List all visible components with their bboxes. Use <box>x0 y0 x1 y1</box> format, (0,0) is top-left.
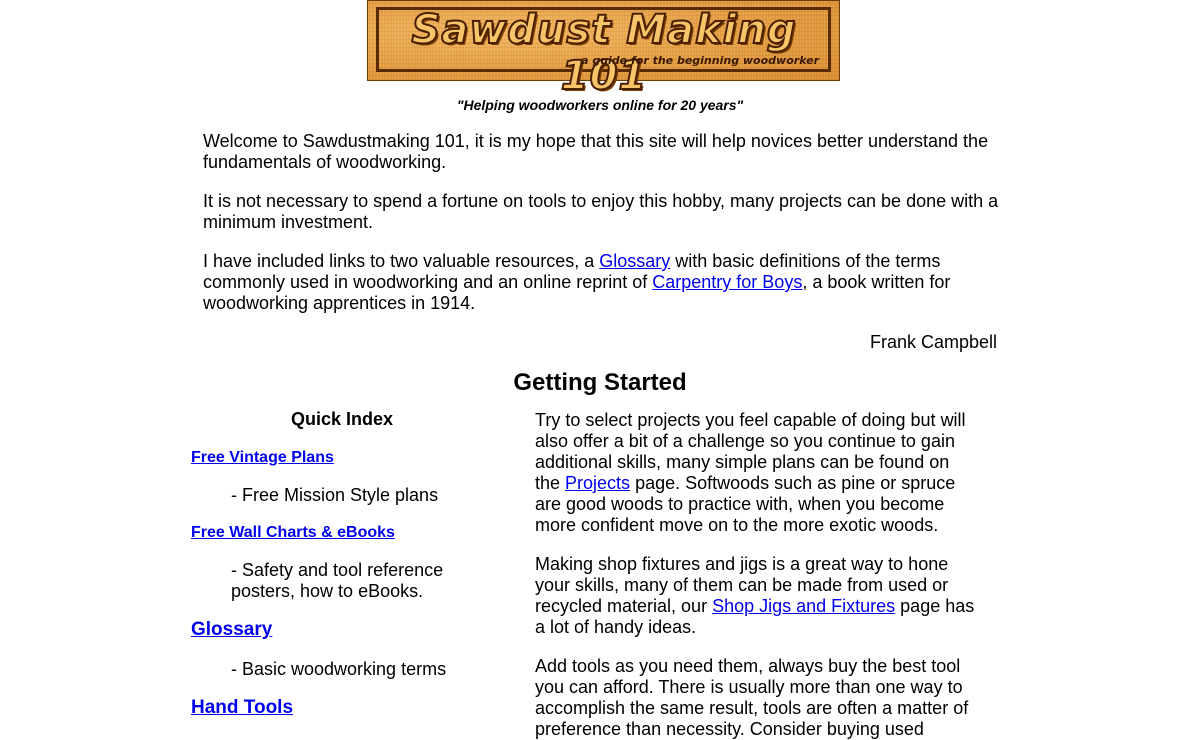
gs-text-1b: page. Softwoods such as pine or spruce are good woods to practice with, when you become more confident move on to the more exotic woods. <box>535 473 956 535</box>
projects-link[interactable]: Projects <box>565 473 631 493</box>
getting-started-paragraph-1 <box>535 410 975 536</box>
gs-text-2 <box>535 554 975 638</box>
quick-index-desc-wall-charts: - Safety and tool reference posters, how to eBooks. <box>231 560 444 601</box>
tagline: "Helping woodworkers online for 20 years" <box>456 97 744 113</box>
getting-started-paragraph-2 <box>535 554 975 638</box>
intro-text-3c: , a book written for woodworking apprentices in 1914. <box>203 272 951 313</box>
gs-text-2b: page has a lot of handy ideas. <box>535 596 975 637</box>
quick-index-desc-glossary: - Basic woodworking terms <box>231 659 447 679</box>
intro-text-3 <box>203 251 1003 314</box>
quick-index-link-wall-charts[interactable]: Free Wall Charts & eBooks <box>191 524 395 541</box>
intro-text-1: Welcome to Sawdustmaking 101, it is my hope that this site will help novices better understand the fundamentals of woodworking. <box>203 131 989 172</box>
quick-index-link-glossary[interactable]: Glossary <box>191 619 273 640</box>
glossary-link[interactable]: Glossary <box>599 251 671 271</box>
author-signature: Frank Campbell <box>869 332 997 352</box>
quick-index-link-hand-tools[interactable]: Hand Tools <box>191 697 294 718</box>
intro-text-3b: with basic definitions of the terms commonly used in woodworking and an online reprint of <box>203 251 941 292</box>
quick-index-link-vintage-plans[interactable]: Free Vintage Plans <box>191 449 334 466</box>
quick-index-desc-vintage-plans: - Free Mission Style plans <box>231 485 439 505</box>
intro-paragraph-2 <box>203 191 1003 233</box>
intro-paragraph-3 <box>203 251 1003 314</box>
gs-text-2a: Making shop fixtures and jigs is a great way to hone your skills, many of them can be made from used or recycled material, our <box>535 554 949 616</box>
getting-started-paragraph-3 <box>535 656 975 740</box>
gs-text-1 <box>535 410 975 536</box>
intro-paragraph-1 <box>203 131 1003 173</box>
carpentry-for-boys-link[interactable]: Carpentry for Boys <box>652 272 803 292</box>
shop-jigs-link[interactable]: Shop Jigs and Fixtures <box>712 596 896 616</box>
quick-index-heading: Quick Index <box>290 409 394 429</box>
intro-text-2: It is not necessary to spend a fortune on tools to enjoy this hobby, many projects can be done with a minimum investment. <box>203 191 999 232</box>
gs-text-3: Add tools as you need them, always buy the best tool you can afford. There is usually more than one way to accomplish the same result, tools are often a matter of preference than necessity. Consider buying used <box>535 656 969 739</box>
banner-title: Sawdust Making 101 <box>411 7 797 99</box>
banner-subtitle: a guide for the beginning woodworker <box>581 54 819 67</box>
site-logo-banner <box>367 0 840 99</box>
intro-text-3a: I have included links to two valuable resources, a <box>203 251 600 271</box>
gs-text-1a: Try to select projects you feel capable of doing but will also offer a bit of a challenge so you continue to gain additional skills, many simple plans can be found on the <box>535 410 966 493</box>
getting-started-heading: Getting Started <box>513 369 687 396</box>
